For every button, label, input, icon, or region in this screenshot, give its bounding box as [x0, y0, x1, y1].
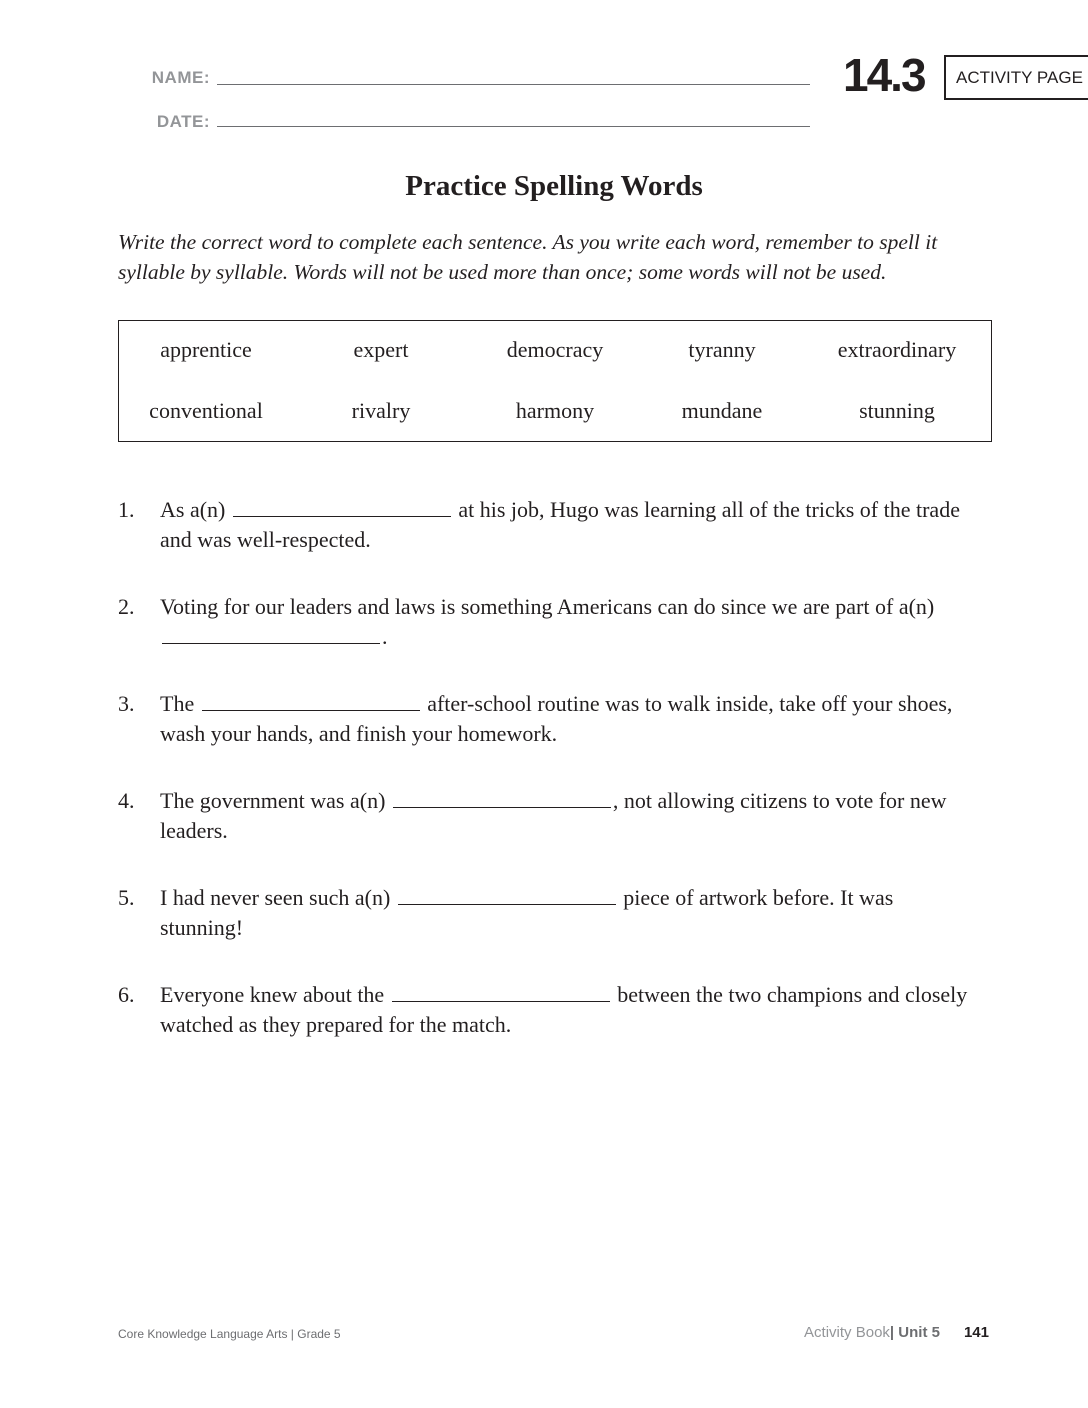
question-text [160, 592, 980, 652]
question-text [160, 883, 980, 943]
footer-page-info [804, 1324, 989, 1341]
question-text-before: The government was a(n) [160, 788, 386, 813]
date-field[interactable] [217, 126, 810, 127]
question-number: 3. [118, 691, 135, 716]
word-bank-row [119, 398, 991, 428]
answer-blank[interactable] [392, 981, 610, 1002]
word-bank-word: stunning [859, 398, 935, 423]
word-bank-word: extraordinary [837, 337, 957, 362]
question-text-after: piece of artwork before. It was stunning! [160, 885, 894, 940]
answer-blank[interactable] [162, 623, 380, 644]
instructions: Write the correct word to complete each sentence. As you write each word, remember to spell it syllable by syllable. Words will not be used more than once; some words will not be used. [118, 230, 938, 284]
answer-blank[interactable] [393, 787, 611, 808]
page-title: Practice Spelling Words [405, 170, 703, 202]
footer-unit: | Unit 5 [889, 1324, 940, 1341]
question-text [160, 495, 980, 555]
word-bank-word: democracy [506, 337, 604, 362]
footer-credit: Core Knowledge Language Arts | Grade 5 [118, 1327, 341, 1341]
date-label: DATE: [156, 112, 210, 131]
word-bank [118, 320, 992, 442]
question-number: 5. [118, 885, 135, 910]
activity-page-tab [944, 55, 1088, 100]
activity-number: 14.3 [843, 49, 925, 101]
question-text-before: I had never seen such a(n) [160, 885, 391, 910]
question-text-before: Voting for our leaders and laws is something Americans can do since we are part of a(n) [160, 594, 935, 619]
question-text-before: Everyone knew about the [160, 982, 385, 1007]
word-bank-word: tyranny [688, 337, 756, 362]
question-text-after: . [382, 624, 388, 649]
activity-page-label: ACTIVITY PAGE [956, 67, 1083, 87]
name-field[interactable] [217, 84, 810, 85]
answer-blank[interactable] [398, 884, 616, 905]
question-text [160, 786, 980, 846]
question-text-after: , not allowing citizens to vote for new leaders. [160, 788, 947, 843]
word-bank-row [119, 337, 991, 367]
answer-blank[interactable] [202, 690, 420, 711]
question-number: 1. [118, 497, 135, 522]
question-text-after: between the two champions and closely watched as they prepared for the match. [160, 982, 968, 1037]
question-text-after: at his job, Hugo was learning all of the tricks of the trade and was well-respected. [160, 497, 960, 552]
footer-book: Activity Book [804, 1324, 890, 1341]
answer-blank[interactable] [233, 496, 451, 517]
name-label: NAME: [151, 68, 210, 87]
question-number: 6. [118, 982, 135, 1007]
question-number: 4. [118, 788, 135, 813]
question-text-before: The [160, 691, 195, 716]
word-bank-word: mundane [681, 398, 763, 423]
word-bank-word: conventional [149, 398, 263, 423]
footer-page-number: 141 [963, 1324, 989, 1341]
question-text-after: after-school routine was to walk inside, take off your shoes, wash your hands, and finish your homework. [160, 691, 953, 746]
question-number: 2. [118, 594, 135, 619]
word-bank-word: harmony [515, 398, 595, 423]
word-bank-word: apprentice [160, 337, 252, 362]
question-text-before: As a(n) [160, 497, 226, 522]
word-bank-word: rivalry [351, 398, 411, 423]
question-text [160, 689, 980, 749]
word-bank-word: expert [353, 337, 409, 362]
question-text [160, 980, 980, 1040]
